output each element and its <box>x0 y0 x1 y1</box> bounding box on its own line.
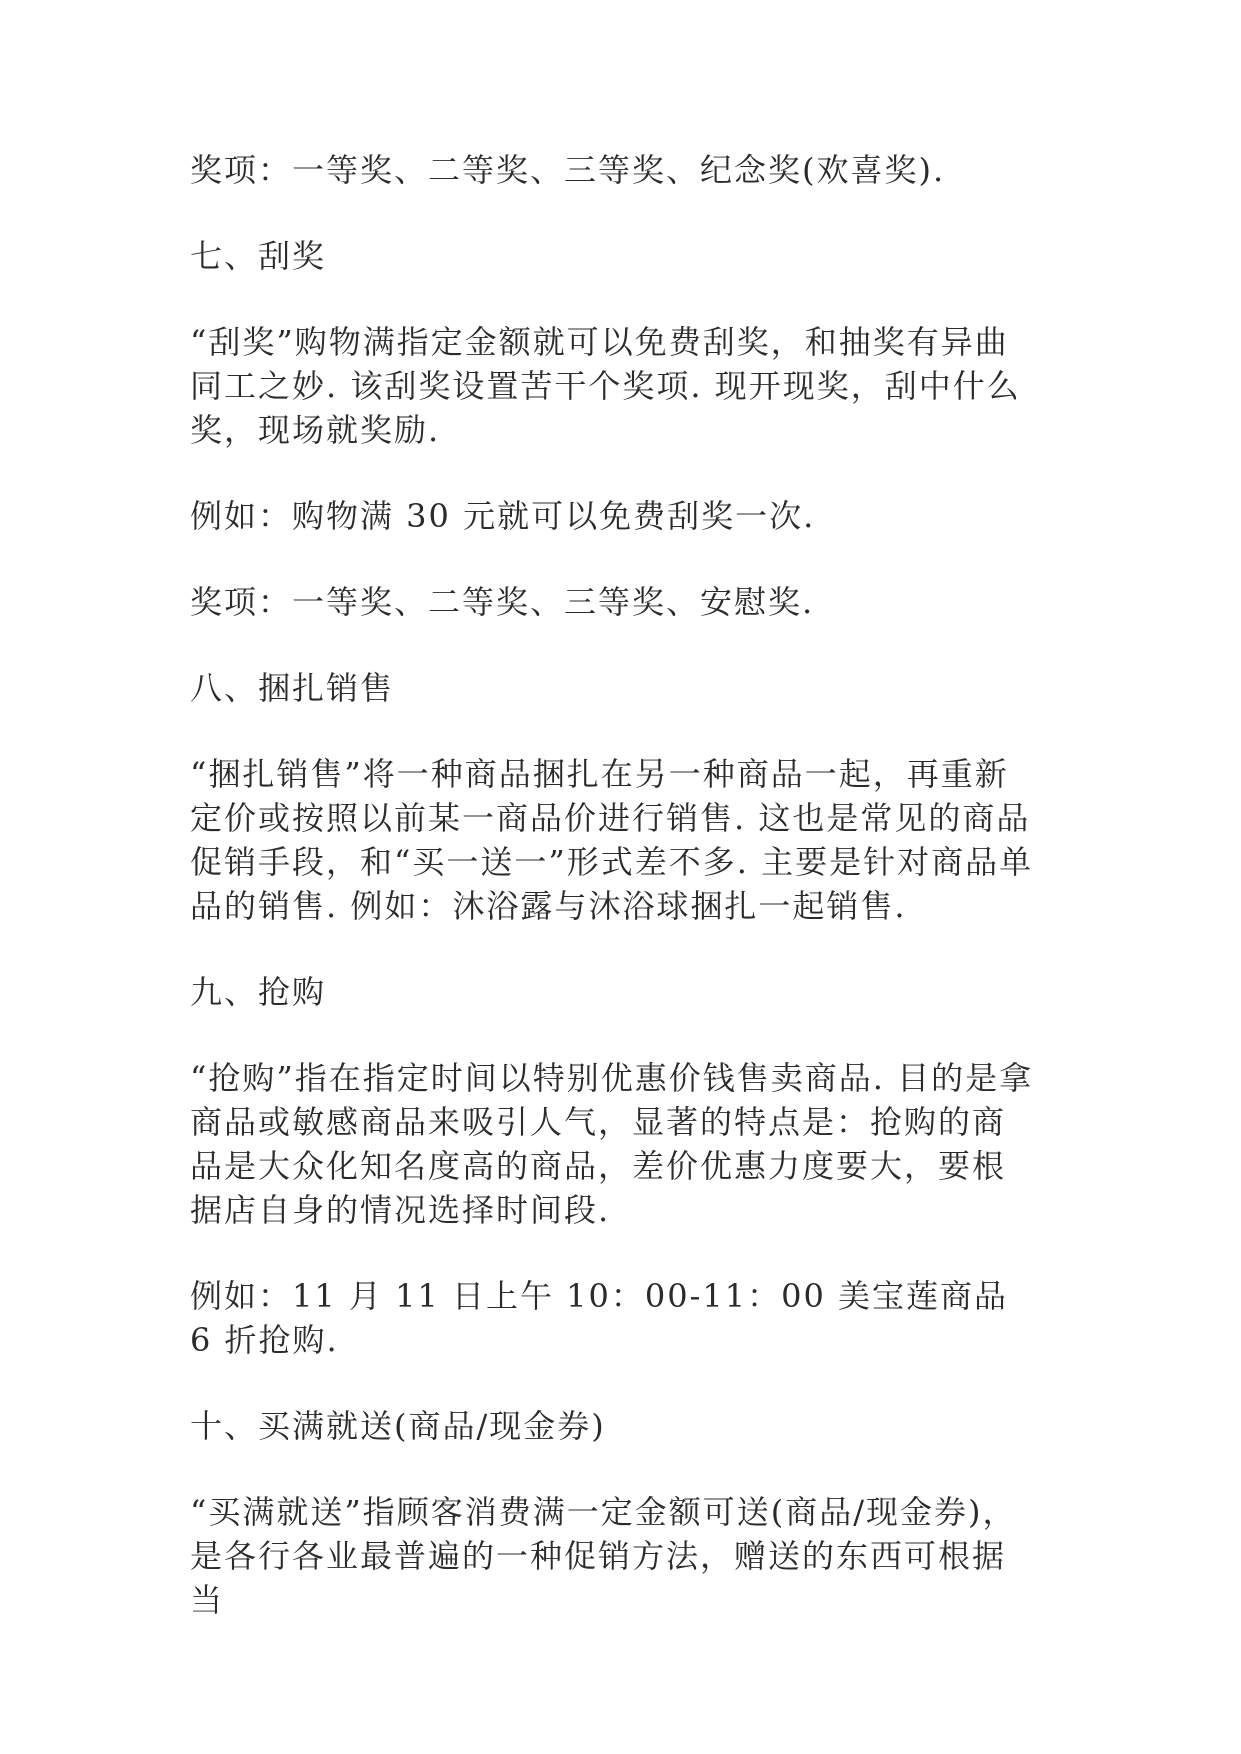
paragraph-bundle-sales-description: “捆扎销售”将一种商品捆扎在另一种商品一起，再重新定价或按照以前某一商品价进行销售. 这也是常见的商品促销手段，和“买一送一”形式差不多. 主要是针对商品单品的销售. 例如：沐浴露与沐浴球捆扎一起销售. <box>190 755 1034 925</box>
paragraph-prize-list-2: 奖项：一等奖、二等奖、三等奖、安慰奖. <box>190 583 815 621</box>
document-body <box>190 148 1035 1664</box>
paragraph-prize-list-1: 奖项：一等奖、二等奖、三等奖、纪念奖(欢喜奖). <box>190 151 946 189</box>
paragraph-flash-sale-description: “抢购”指在指定时间以特别优惠价钱售卖商品. 目的是拿商品或敏感商品来吸引人气，显著的特点是：抢购的商品是大众化知名度高的商品，差价优惠力度要大，要根据店自身的情况选择时间段. <box>190 1059 1034 1229</box>
paragraph-scratch-card-description: “刮奖”购物满指定金额就可以免费刮奖，和抽奖有异曲同工之妙. 该刮奖设置苦干个奖项. 现开现奖，刮中什么奖，现场就奖励. <box>190 323 1021 449</box>
paragraph-flash-sale-example: 例如：11 月 11 日上午 10：00-11：00 美宝莲商品 6 折抢购. <box>190 1277 1008 1359</box>
section-heading-bundle-sales: 八、捆扎销售 <box>190 669 395 707</box>
paragraph-spend-and-get-description: “买满就送”指顾客消费满一定金额可送(商品/现金券)，是各行各业最普遍的一种促销方法，赠送的东西可根据当 <box>190 1493 1017 1619</box>
section-heading-flash-sale: 九、抢购 <box>190 973 327 1011</box>
paragraph-scratch-card-example: 例如：购物满 30 元就可以免费刮奖一次. <box>190 497 816 535</box>
section-heading-spend-and-get: 十、买满就送(商品/现金券) <box>190 1407 606 1445</box>
section-heading-scratch-card: 七、刮奖 <box>190 237 327 275</box>
